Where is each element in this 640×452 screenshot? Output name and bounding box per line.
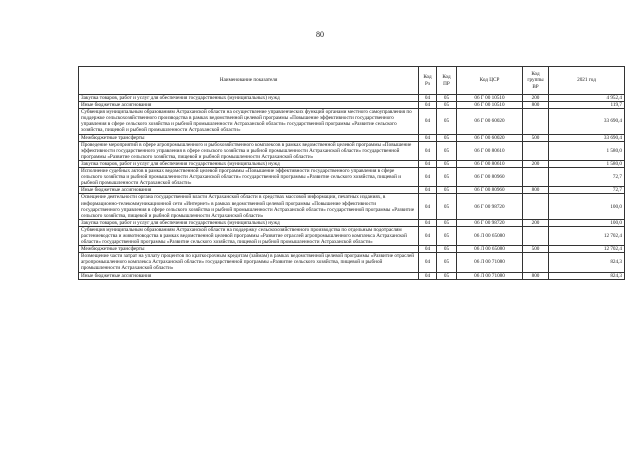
cell-sum: 12 702,4 <box>549 226 625 245</box>
cell-rz: 04 <box>419 246 437 253</box>
cell-name: Субвенция муниципальным образованиям Астраханской области на поддержку сельскохозяйственного производства по отдельным подотраслям растениеводства и животноводства в рамках ведомственной целевой программы «Развитие отраслей агропромышленного комплекса Астраханской области» государственной программы «Развитие сельского хозяйства, пищевой и рыбной промышленности Астраханской области» <box>79 226 419 245</box>
cell-vr: 500 <box>523 134 549 141</box>
cell-pr: 05 <box>437 141 457 160</box>
cell-rz: 04 <box>419 109 437 134</box>
cell-sum: 1 580,0 <box>549 141 625 160</box>
table-row <box>79 95 625 102</box>
cell-csr: 06 Г 00 10510 <box>457 102 523 109</box>
cell-pr: 05 <box>437 134 457 141</box>
cell-csr: 06 Г 00 60020 <box>457 109 523 134</box>
cell-csr: 06 Г 00 98720 <box>457 194 523 219</box>
cell-pr: 05 <box>437 109 457 134</box>
cell-rz: 04 <box>419 141 437 160</box>
cell-rz: 04 <box>419 219 437 226</box>
cell-csr: 06 Г 00 60020 <box>457 134 523 141</box>
page-number: 80 <box>316 30 324 39</box>
cell-vr <box>523 194 549 219</box>
cell-sum: 72,7 <box>549 187 625 194</box>
cell-csr: 06 Л 00 65080 <box>457 246 523 253</box>
table-row <box>79 246 625 253</box>
cell-rz: 04 <box>419 160 437 167</box>
table-row <box>79 272 625 279</box>
cell-name: Межбюджетные трансферты <box>79 246 419 253</box>
cell-vr: 500 <box>523 246 549 253</box>
cell-pr: 05 <box>437 219 457 226</box>
cell-vr: 200 <box>523 160 549 167</box>
cell-sum: 33 690,4 <box>549 134 625 141</box>
cell-rz: 04 <box>419 168 437 187</box>
cell-name: Субвенция муниципальным образованиям Астраханской области на осуществление управленческих функций органами местного самоуправления по поддержке сельскохозяйственного производства в рамках ведомственной целевой программы «Повышение эффективности государственного управления в сфере сельского хозяйства и рыбной промышленности Астраханской области» государственной программы «Развитие сельского хозяйства, пищевой и рыбной промышленности Астраханской области» <box>79 109 419 134</box>
cell-csr: 06 Г 00 80960 <box>457 187 523 194</box>
budget-table <box>78 66 625 280</box>
header-pr: Код ПР <box>437 67 457 95</box>
cell-csr: 06 Г 00 80610 <box>457 141 523 160</box>
cell-name: Освещение деятельности органа государственной власти Астраханской области в средствах массовой информации, печатных изданиях, в информационно-телекоммуникационной сети «Интернет» в рамках ведомственной целевой программы «Повышение эффективности государственного управления в сфере сельского хозяйства и рыбной промышленности Астраханской области» государственной программы «Развитие сельского хозяйства, пищевой и рыбной промышленности Астраханской области» <box>79 194 419 219</box>
cell-rz: 04 <box>419 272 437 279</box>
cell-pr: 05 <box>437 102 457 109</box>
cell-name: Межбюджетные трансферты <box>79 134 419 141</box>
header-csr: Код ЦСР <box>457 67 523 95</box>
table-row <box>79 160 625 167</box>
header-name: Наименование показателя <box>79 67 419 95</box>
cell-pr: 05 <box>437 168 457 187</box>
cell-sum: 824,3 <box>549 272 625 279</box>
cell-sum: 12 702,4 <box>549 246 625 253</box>
cell-rz: 04 <box>419 194 437 219</box>
cell-name: Иные бюджетные ассигнования <box>79 102 419 109</box>
table-row <box>79 109 625 134</box>
cell-vr: 800 <box>523 102 549 109</box>
cell-pr: 05 <box>437 187 457 194</box>
cell-pr: 05 <box>437 253 457 272</box>
cell-name: Проведение мероприятий в сфере агропромышленного и рыбохозяйственного комплексов в рамках ведомственной целевой программы «Повышение эффективности государственного управления в сфере сельского хозяйства и рыбной промышленности Астраханской области» государственной программы «Развитие сельского хозяйства, пищевой и рыбной промышленности Астраханской области» <box>79 141 419 160</box>
cell-rz: 04 <box>419 134 437 141</box>
cell-csr: 06 Г 00 10510 <box>457 95 523 102</box>
cell-vr <box>523 226 549 245</box>
cell-pr: 05 <box>437 226 457 245</box>
cell-pr: 05 <box>437 95 457 102</box>
cell-sum: 824,3 <box>549 253 625 272</box>
cell-rz: 04 <box>419 253 437 272</box>
table-row <box>79 134 625 141</box>
cell-vr: 200 <box>523 219 549 226</box>
cell-vr <box>523 109 549 134</box>
cell-vr <box>523 141 549 160</box>
cell-vr <box>523 253 549 272</box>
cell-rz: 04 <box>419 95 437 102</box>
cell-vr <box>523 168 549 187</box>
table-row <box>79 194 625 219</box>
table-header-row <box>79 67 625 95</box>
cell-name: Возмещение части затрат на уплату процентов по краткосрочным кредитам (займам) в рамках ведомственной целевой программы «Развитие отраслей агропромышленного комплекса Астраханской области» государственной программы «Развитие сельского хозяйства, пищевой и рыбной промышленности Астраханской области» <box>79 253 419 272</box>
cell-csr: 06 Л 00 71080 <box>457 272 523 279</box>
cell-csr: 06 Г 00 80610 <box>457 160 523 167</box>
table-row <box>79 226 625 245</box>
cell-name: Исполнение судебных актов в рамках ведомственной целевой программы «Повышение эффективности государственного управления в сфере сельского хозяйства и рыбной промышленности Астраханской области» государственной программы «Развитие сельского хозяйства, пищевой и рыбной промышленности Астраханской области» <box>79 168 419 187</box>
cell-rz: 04 <box>419 102 437 109</box>
cell-vr: 800 <box>523 272 549 279</box>
cell-sum: 100,0 <box>549 194 625 219</box>
header-sum: 2021 год <box>549 67 625 95</box>
cell-sum: 33 690,4 <box>549 109 625 134</box>
header-vr: Код группы ВР <box>523 67 549 95</box>
cell-pr: 05 <box>437 246 457 253</box>
cell-pr: 05 <box>437 272 457 279</box>
table-row <box>79 168 625 187</box>
cell-vr: 800 <box>523 187 549 194</box>
cell-vr: 200 <box>523 95 549 102</box>
table-row <box>79 187 625 194</box>
header-rz: Код Рз <box>419 67 437 95</box>
cell-csr: 06 Л 00 71080 <box>457 253 523 272</box>
cell-sum: 119,7 <box>549 102 625 109</box>
cell-csr: 06 Л 00 65080 <box>457 226 523 245</box>
cell-csr: 06 Г 00 80960 <box>457 168 523 187</box>
cell-name: Иные бюджетные ассигнования <box>79 187 419 194</box>
table-row <box>79 141 625 160</box>
cell-pr: 05 <box>437 194 457 219</box>
cell-sum: 72,7 <box>549 168 625 187</box>
cell-sum: 100,0 <box>549 219 625 226</box>
cell-name: Иные бюджетные ассигнования <box>79 272 419 279</box>
cell-rz: 04 <box>419 226 437 245</box>
cell-pr: 05 <box>437 160 457 167</box>
table-row <box>79 219 625 226</box>
cell-csr: 06 Г 00 98720 <box>457 219 523 226</box>
cell-name: Закупка товаров, работ и услуг для обеспечения государственных (муниципальных) нужд <box>79 219 419 226</box>
cell-sum: 1 580,0 <box>549 160 625 167</box>
cell-sum: 4 952,4 <box>549 95 625 102</box>
cell-name: Закупка товаров, работ и услуг для обеспечения государственных (муниципальных) нужд <box>79 95 419 102</box>
cell-rz: 04 <box>419 187 437 194</box>
table-row <box>79 102 625 109</box>
cell-name: Закупка товаров, работ и услуг для обеспечения государственных (муниципальных) нужд <box>79 160 419 167</box>
table-row <box>79 253 625 272</box>
